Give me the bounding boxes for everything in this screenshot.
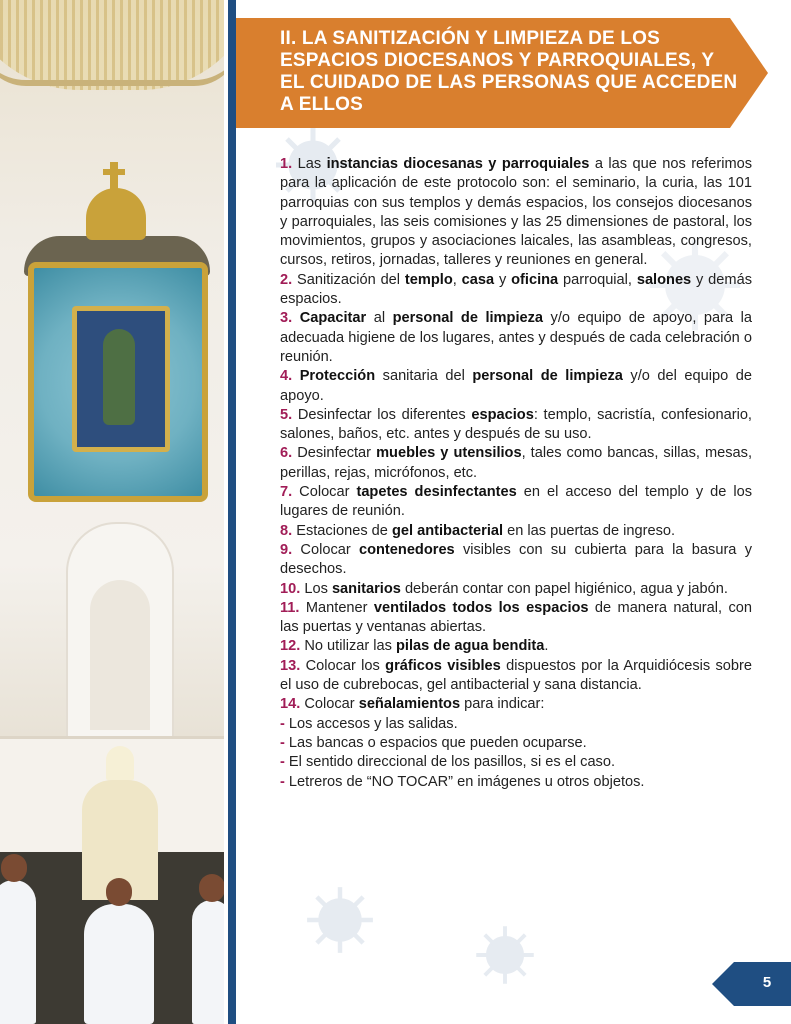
item-number: 5.	[280, 406, 293, 423]
item-text: al	[366, 310, 393, 327]
sub-item-dash: -	[280, 715, 285, 732]
item-text: Mantener	[299, 599, 374, 616]
item-text: Colocar	[300, 696, 359, 713]
item-number: 1.	[280, 156, 293, 172]
sub-item-dash: -	[280, 754, 285, 771]
item-number: 9.	[280, 541, 293, 558]
item-text	[292, 310, 300, 326]
item-text: de manera natural, con las puertas y ventanas abiertas.	[280, 599, 752, 636]
item-emphasis: muebles y utensilios	[376, 445, 522, 462]
item-text: Desinfectar los diferentes	[292, 406, 472, 423]
mitre	[106, 746, 134, 780]
church-altar-photo	[0, 0, 224, 1024]
item-emphasis: Capacitar	[299, 310, 367, 327]
list-item	[280, 522, 752, 541]
sub-list-item	[280, 753, 752, 772]
person-head	[199, 874, 224, 902]
item-text: Desinfectar	[292, 445, 377, 462]
item-number: 7.	[280, 484, 293, 501]
item-text: deberán contar con papel higiénico, agua y jabón.	[400, 580, 728, 597]
item-emphasis: personal de limpieza	[392, 310, 544, 327]
section-title: II. LA SANITIZACIÓN Y LIMPIEZA DE LOS ESPACIOS DIOCESANOS Y PARROQUIALES, Y EL CUIDADO DE LAS PERSONAS QUE ACCEDEN A ELLOS	[280, 28, 738, 115]
person-figure	[84, 904, 154, 1024]
item-number: 6.	[280, 445, 293, 462]
item-text: a las que nos referimos para la aplicación de este protocolo son: el seminario, la curia, las 101 parroquias con sus templos y demás espacios, los consejos diocesanos y parroquiales, las seis comisiones y las 25 dimensiones de pastoral, los movimientos, grupos y asociaciones laicales, las asambleas, congresos, cursos, retiros, jornadas, talleres y reuniones en general.	[280, 156, 753, 269]
altar-pedestal	[66, 522, 174, 740]
item-text: en el acceso del templo y de los lugares de reunión.	[280, 484, 752, 520]
item-number: 3.	[280, 310, 293, 327]
list-item	[280, 155, 752, 271]
item-number: 11.	[280, 599, 300, 616]
sub-item-text: Letreros de “NO TOCAR” en imágenes u otros objetos.	[284, 773, 645, 790]
item-text: y	[494, 271, 512, 288]
item-emphasis: gel antibacterial	[391, 522, 504, 539]
sub-item-dash: -	[280, 734, 285, 751]
item-emphasis: pilas de agua bendita	[396, 638, 545, 655]
item-text: No utilizar las	[300, 638, 396, 655]
item-text	[292, 368, 300, 384]
blue-divider-bar	[228, 0, 236, 1024]
item-emphasis: sanitarios	[331, 580, 401, 597]
item-text: Sanitización del	[292, 271, 405, 288]
section-header-banner	[236, 18, 768, 128]
virgin-image	[72, 306, 170, 452]
item-text: dispuestos por la Arquidiócesis sobre el uso de cubrebocas, gel antibacterial y sana distancia.	[280, 657, 753, 694]
list-item	[280, 406, 752, 445]
person-figure	[0, 880, 36, 1024]
ceiling-molding	[0, 40, 224, 86]
crown-ornament	[86, 188, 146, 240]
list-item	[280, 657, 752, 696]
virus-icon	[300, 880, 380, 960]
list-item	[280, 695, 752, 714]
list-item	[280, 580, 752, 599]
sub-item-text: Los accesos y las salidas.	[284, 715, 458, 732]
item-text: .	[544, 638, 549, 655]
list-item	[280, 599, 752, 638]
item-number: 12.	[280, 638, 301, 655]
item-emphasis: señalamientos	[358, 696, 461, 713]
page-number: 5	[762, 974, 772, 991]
item-text: Colocar	[292, 484, 357, 501]
item-text: Las	[292, 156, 327, 172]
item-number: 14.	[280, 696, 301, 713]
item-text: , tales como bancas, sillas, mesas, perillas, rejas, micrófonos, etc.	[280, 445, 752, 481]
item-number: 4.	[280, 368, 293, 385]
item-text: visibles con su cubierta para la basura y desechos.	[280, 541, 752, 578]
list-item	[280, 444, 752, 483]
item-emphasis: Protección	[299, 368, 376, 385]
item-text: Estaciones de	[292, 522, 392, 539]
item-emphasis: templo	[404, 271, 453, 288]
sub-list-item	[280, 734, 752, 753]
person-head	[106, 878, 132, 906]
item-text: y/o del equipo de apoyo.	[280, 368, 752, 404]
item-number: 8.	[280, 522, 293, 539]
item-emphasis: oficina	[511, 271, 559, 288]
item-emphasis: casa	[461, 271, 495, 288]
item-emphasis: tapetes desinfectantes	[356, 484, 517, 501]
sub-list-item	[280, 773, 752, 792]
item-text: Colocar	[292, 541, 359, 558]
item-number: 2.	[280, 271, 293, 288]
list-item	[280, 271, 752, 310]
item-text: Colocar los	[300, 657, 386, 674]
item-emphasis: salones	[636, 271, 692, 288]
item-text: : templo, sacristía, confesionario, salones, baños, etc. antes y después de su uso.	[280, 406, 752, 443]
item-emphasis: ventilados todos los espacios	[373, 599, 589, 616]
item-number: 10.	[280, 580, 301, 597]
list-item	[280, 367, 752, 406]
page-number-tab	[712, 962, 791, 1006]
list-item	[280, 637, 752, 656]
item-text: sanitaria del	[375, 368, 473, 385]
person-figure	[192, 900, 224, 1024]
sub-list-item	[280, 715, 752, 734]
cross-ornament	[110, 162, 118, 190]
item-emphasis: personal de limpieza	[472, 368, 623, 385]
item-number: 13.	[280, 657, 301, 674]
item-emphasis: gráficos visibles	[385, 657, 501, 674]
item-text: en las puertas de ingreso.	[503, 522, 676, 539]
item-text: y/o equipo de apoyo, para la adecuada higiene de los lugares, antes y después de cada celebración o reunión.	[280, 310, 752, 365]
sub-item-text: Las bancas o espacios que pueden ocuparse.	[284, 734, 587, 751]
list-item	[280, 541, 752, 580]
list-item	[280, 483, 752, 522]
item-text: Los	[300, 580, 332, 597]
item-text: para indicar:	[460, 696, 545, 713]
protocol-list	[280, 155, 752, 792]
person-head	[1, 854, 27, 882]
item-emphasis: espacios	[471, 406, 534, 423]
item-emphasis: instancias diocesanas y parroquiales	[326, 156, 590, 172]
item-text: parroquial,	[558, 271, 637, 288]
item-text: y demás espacios.	[280, 271, 752, 308]
sub-item-dash: -	[280, 773, 285, 790]
list-item	[280, 309, 752, 367]
item-emphasis: contenedores	[358, 541, 455, 558]
sub-item-text: El sentido direccional de los pasillos, si es el caso.	[284, 754, 616, 771]
item-text: ,	[452, 271, 462, 288]
virus-icon	[470, 920, 540, 990]
